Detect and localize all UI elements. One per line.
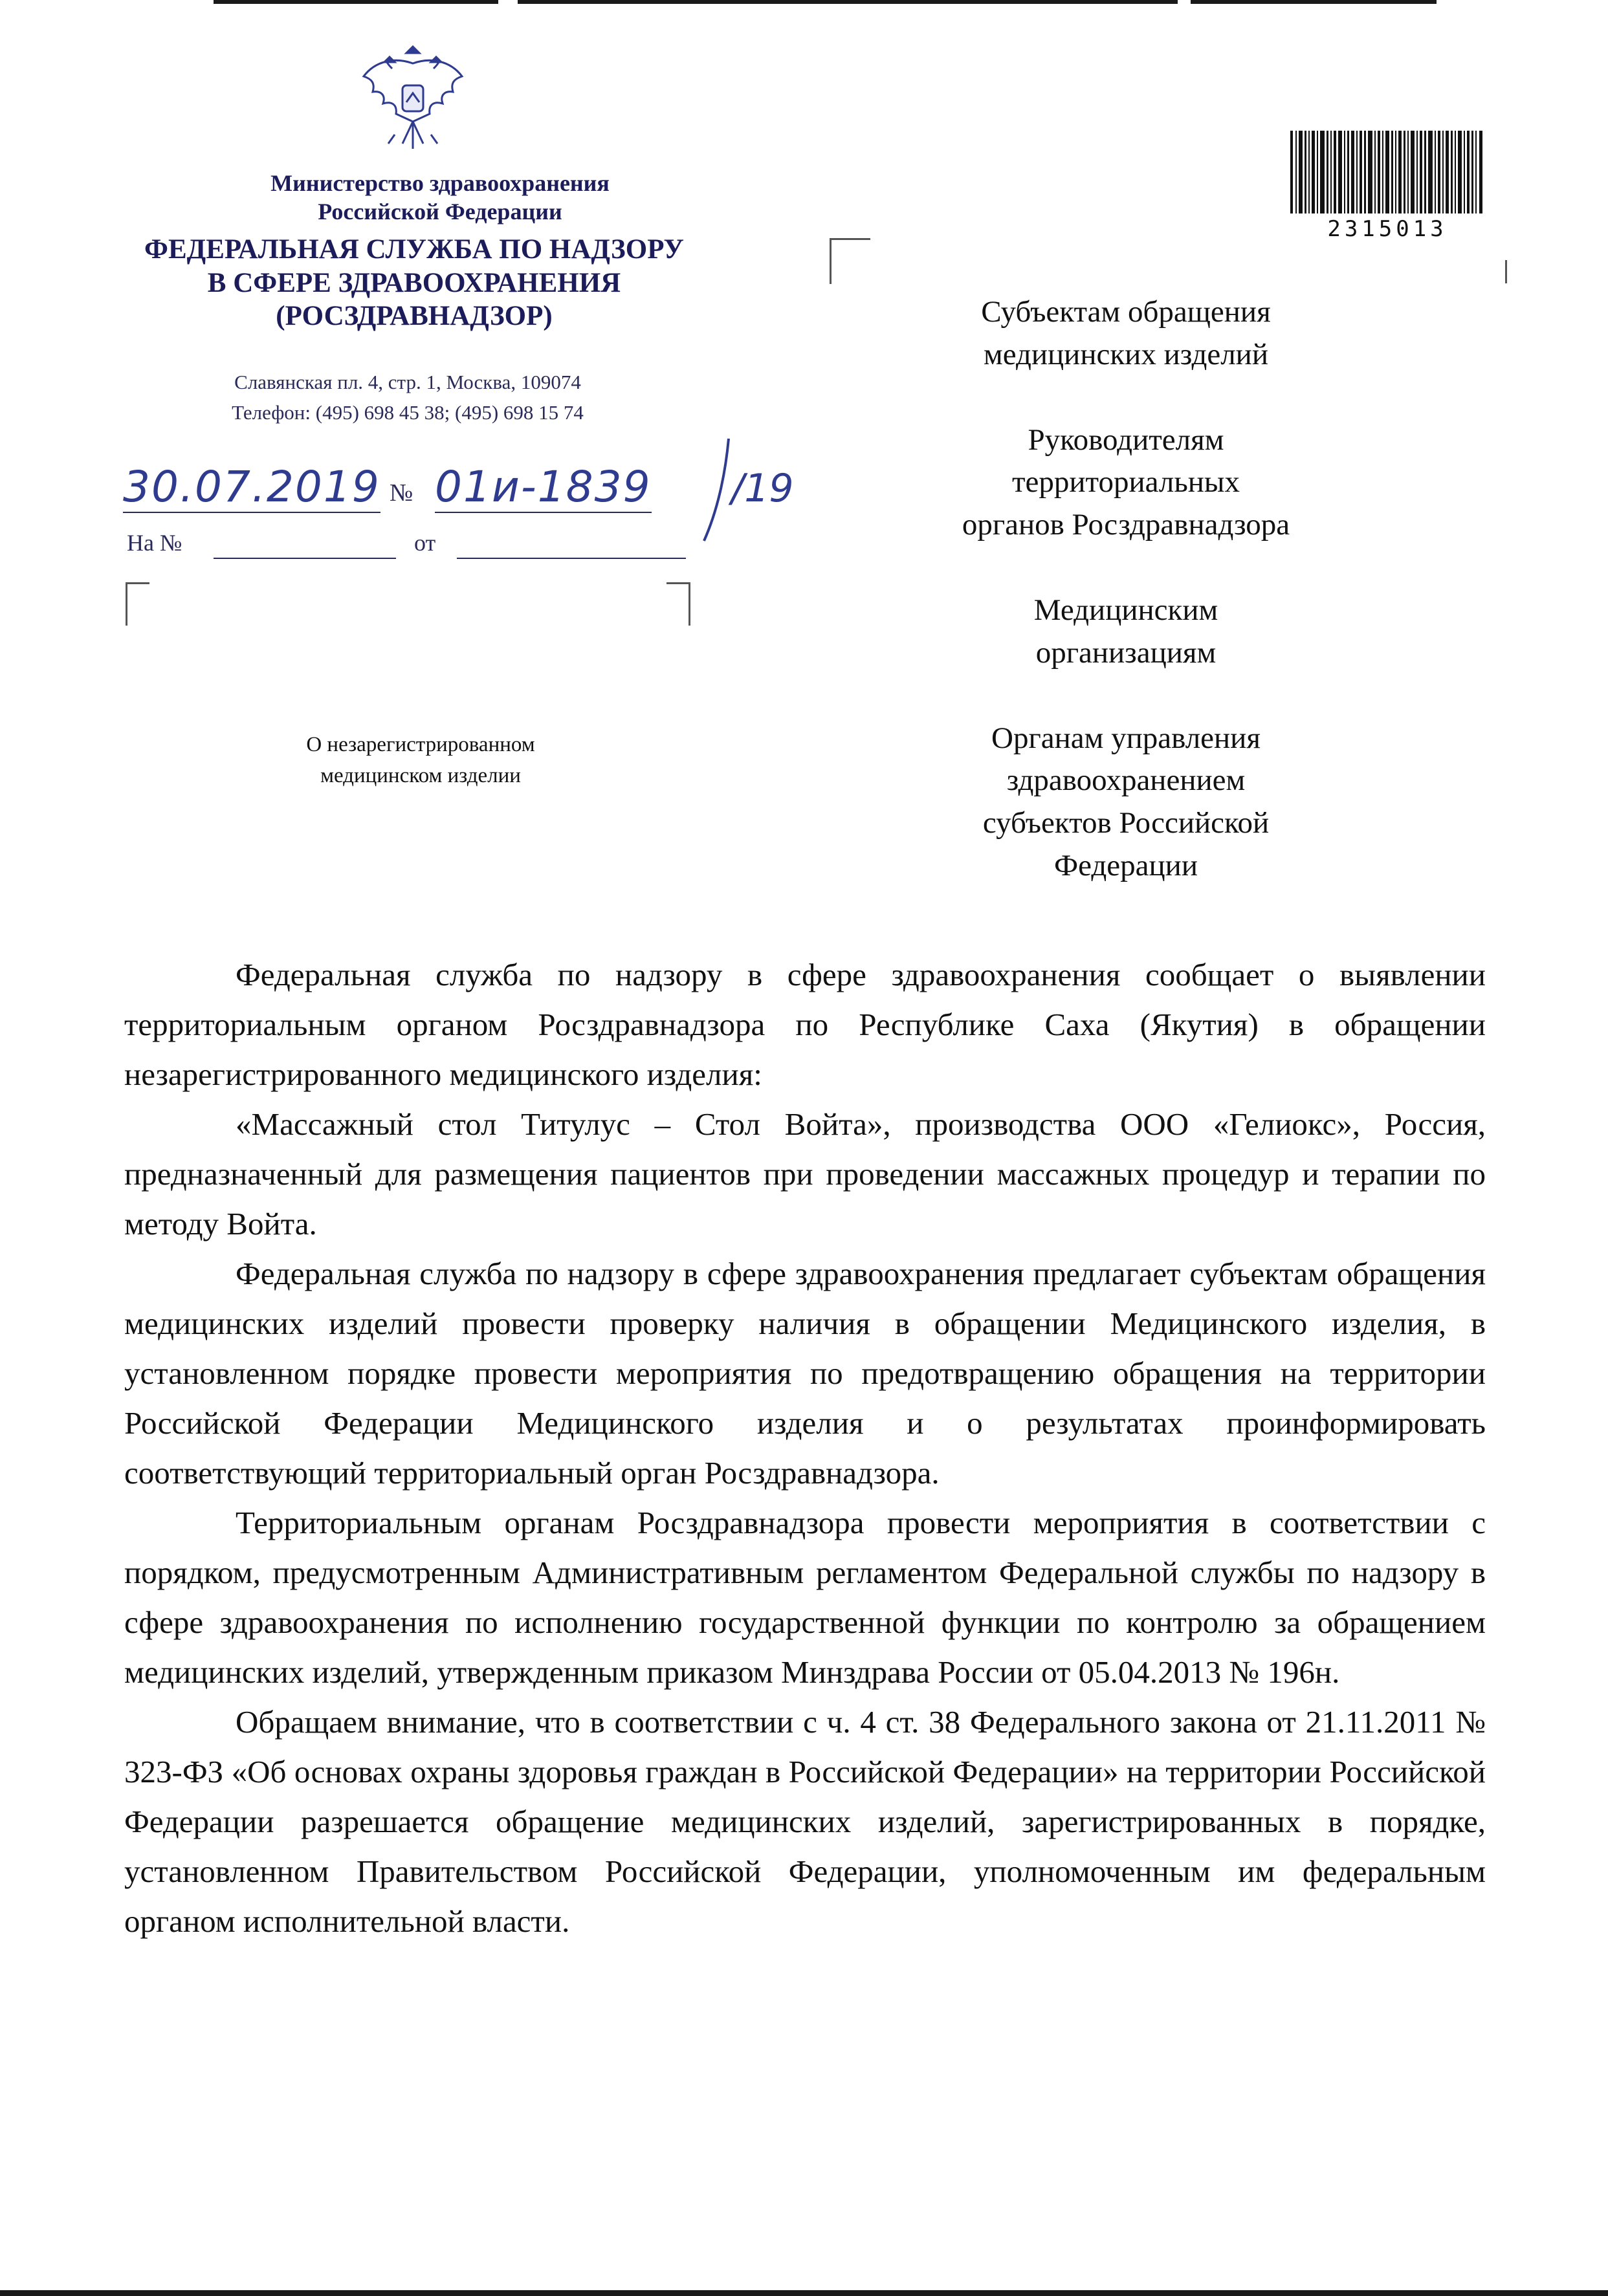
corner-bracket [126, 582, 149, 626]
scan-edge [214, 0, 498, 4]
ministry-name [181, 169, 699, 226]
addressee-block [861, 717, 1391, 888]
body-paragraph: Обращаем внимание, что в соответствии с ч. 4 ст. 38 Федерального закона от 21.11.2011 № 323-ФЗ «Об основах охраны здоровья граждан в Российской Федерации» на территории Российской Федерации разрешается обращение медицинских изделий, зарегистрированных в порядке, установленном Правительством Российской Федерации, уполномоченным им федеральным органом исполнительной власти. [124, 1704, 1486, 1939]
corner-bracket [830, 238, 870, 284]
addressee-line: Субъектам обращения [981, 295, 1271, 329]
body-paragraph: Федеральная служба по надзору в сфере здравоохранения предлагает субъектам обращения медицинских изделий провести проверку наличия в обращении Медицинского изделия, в установленном порядке провести мероприятия по предотвращению обращения на территории Российской Федерации Медицинского изделия и о результатах проинформировать соответствующий территориальный орган Росздравнадзора. [124, 1256, 1486, 1491]
scan-edge [1191, 0, 1437, 4]
addressee-line: органов Росздравнадзора [962, 508, 1290, 542]
addressee-line: Федерации [1054, 848, 1198, 882]
addressee-line: здравоохранением [1006, 763, 1246, 798]
postal-address: Славянская пл. 4, стр. 1, Москва, 109074 [234, 371, 581, 393]
subject-line: медицинском изделии [320, 763, 521, 787]
contact-block [149, 367, 666, 428]
addressee-block [861, 589, 1391, 675]
ministry-line: Российской Федерации [318, 198, 562, 224]
addressee-line: Руководителям [1028, 422, 1224, 457]
body-paragraph: Федеральная служба по надзору в сфере здравоохранения сообщает о выявлении территориальным органом Росздравнадзора по Республике Саха (Якутия) в обращении незарегистрированного медицинского изделия: [124, 957, 1486, 1092]
subject-line: О незарегистрированном [306, 733, 535, 756]
phone-numbers: Телефон: (495) 698 45 38; (495) 698 15 74 [232, 400, 584, 424]
coat-of-arms-emblem [356, 38, 470, 157]
addressee-line: Органам управления [991, 721, 1261, 755]
reference-label: На № [127, 530, 182, 556]
reference-date-blank [457, 558, 686, 559]
barcode-number: 2315013 [1327, 216, 1448, 242]
addressee-block [861, 291, 1391, 377]
reference-number-blank [214, 558, 396, 559]
body-paragraph: «Массажный стол Титулус – Стол Войта», производства ООО «Гелиокс», Россия, предназначенный для размещения пациентов при проведении массажных процедур и терапии по методу Войта. [124, 1106, 1486, 1241]
ministry-line: Министерство здравоохранения [270, 170, 610, 196]
addressee-line: Медицинским [1033, 593, 1218, 627]
corner-bracket [666, 582, 690, 626]
corner-bracket [1505, 260, 1507, 283]
reference-from-label: от [414, 530, 436, 556]
addressee-line: территориальных [1011, 465, 1240, 499]
letter-body [124, 950, 1486, 1946]
number-sign: № [390, 479, 413, 507]
letter-subject [259, 730, 582, 792]
body-paragraph: Территориальным органам Росздравнадзора провести мероприятия в соответствии с порядком, предусмотренным Административным регламентом Федеральной службы по надзору в сфере здравоохранения по исполнению государственной функции по контролю за обращением медицинских изделий, утвержденным приказом Минздрава России от 05.04.2013 № 196н. [124, 1505, 1486, 1690]
barcode-image [1290, 131, 1484, 213]
registration-number: 01и-1839 [435, 462, 652, 512]
service-line: (РОСЗДРАВНАДЗОР) [276, 301, 553, 332]
addressee-line: организациям [1035, 635, 1217, 670]
registration-year-suffix: /19 [731, 466, 794, 511]
scan-edge [518, 0, 1178, 4]
addressees-list [861, 291, 1391, 930]
addressee-block [861, 419, 1391, 547]
scan-edge [0, 2290, 1608, 2296]
addressee-line: медицинских изделий [983, 337, 1268, 371]
registration-date: 30.07.2019 [123, 462, 380, 512]
service-name [110, 233, 718, 333]
service-line: В СФЕРЕ ЗДРАВООХРАНЕНИЯ [207, 267, 621, 298]
addressee-line: субъектов Российской [982, 806, 1270, 840]
service-line: ФЕДЕРАЛЬНАЯ СЛУЖБА ПО НАДЗОРУ [144, 234, 684, 265]
number-slash-stroke [700, 435, 732, 545]
